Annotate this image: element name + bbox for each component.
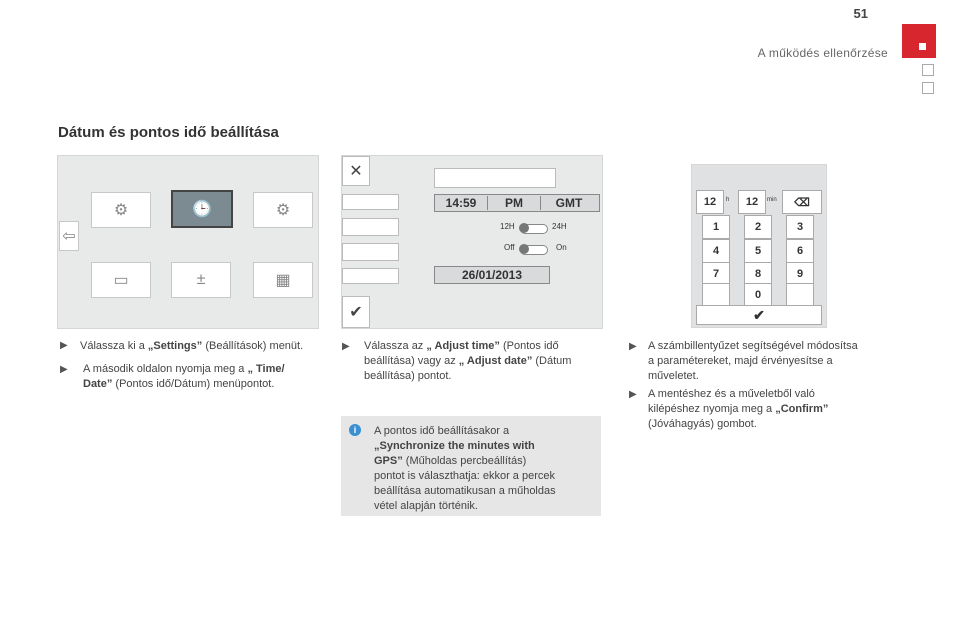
gear-icon[interactable]: ⚙ bbox=[91, 192, 151, 228]
time-date-icon[interactable]: 🕒 bbox=[171, 190, 233, 228]
backspace-icon[interactable]: ⌫ bbox=[782, 190, 822, 214]
time-bar[interactable] bbox=[434, 194, 600, 212]
step-1-text bbox=[80, 339, 320, 354]
section-title: Dátum és pontos idő beállítása bbox=[58, 124, 279, 141]
bullet-icon: ▶ bbox=[629, 389, 637, 400]
step-4-text bbox=[648, 339, 898, 384]
text: A második oldalon nyomja meg a bbox=[83, 363, 248, 375]
calculator-icon[interactable]: ± bbox=[171, 262, 231, 298]
text: kilépéshez nyomja meg a bbox=[648, 403, 776, 415]
minute-field[interactable]: 12 bbox=[738, 190, 766, 214]
text: beállítása) pontot. bbox=[364, 370, 452, 382]
info-icon: i bbox=[349, 424, 361, 436]
text: (Műholdas percbeállítás) bbox=[402, 455, 527, 467]
text-bold: „Synchronize the minutes with bbox=[374, 440, 535, 452]
hour-field[interactable]: 12 bbox=[696, 190, 724, 214]
confirm-check-icon[interactable]: ✔ bbox=[696, 305, 822, 325]
text: beállítása automatikusan a műholdas bbox=[374, 485, 556, 497]
12h-24h-toggle[interactable] bbox=[520, 224, 548, 234]
text: vétel alapján történik. bbox=[374, 500, 478, 512]
text: (Jóváhagyás) gombot. bbox=[648, 418, 757, 430]
key-0[interactable]: 0 bbox=[744, 283, 772, 307]
settings-menu-screen bbox=[57, 155, 319, 329]
on-label: On bbox=[556, 243, 567, 252]
time-date-screen bbox=[341, 155, 603, 329]
back-icon[interactable]: ⇦ bbox=[59, 221, 79, 251]
text: Válassza az bbox=[364, 340, 427, 352]
text: beállítása) vagy az bbox=[364, 355, 459, 367]
key-6[interactable]: 6 bbox=[786, 239, 814, 263]
text-bold: „ Adjust time” bbox=[426, 340, 500, 352]
close-icon[interactable]: ✕ bbox=[342, 156, 370, 186]
key-1[interactable]: 1 bbox=[702, 215, 730, 239]
ampm-value[interactable]: PM bbox=[488, 196, 541, 210]
text: pontot is választhatja: ekkor a percek bbox=[374, 470, 555, 482]
blank-button[interactable] bbox=[342, 268, 399, 284]
key-blank[interactable] bbox=[786, 283, 814, 307]
minute-unit: min bbox=[767, 197, 777, 203]
text: (Pontos idő bbox=[499, 340, 559, 352]
key-8[interactable]: 8 bbox=[744, 262, 772, 286]
text: (Beállítások) menüt. bbox=[202, 340, 304, 352]
text-bold: „Confirm” bbox=[775, 403, 829, 415]
text-bold: „Settings” bbox=[147, 340, 203, 352]
text: A számbillentyűzet segítségével módosítsa bbox=[648, 340, 858, 352]
text: a paramétereket, majd érvényesítse a bbox=[648, 355, 833, 367]
bullet-icon: ▶ bbox=[60, 340, 68, 351]
page-number: 51 bbox=[853, 6, 868, 21]
tab-square-icon bbox=[919, 43, 926, 50]
confirm-check-icon[interactable]: ✔ bbox=[342, 296, 370, 328]
key-blank[interactable] bbox=[702, 283, 730, 307]
network-gear-icon[interactable]: ⚙ bbox=[253, 192, 313, 228]
info-box bbox=[341, 416, 601, 516]
gps-sync-toggle[interactable] bbox=[520, 245, 548, 255]
text-bold: „ Adjust date” bbox=[458, 355, 533, 367]
text: A mentéshez és a műveletből való bbox=[648, 388, 815, 400]
keypad-screen bbox=[691, 164, 827, 328]
blank-field[interactable] bbox=[434, 168, 556, 188]
step-2-text bbox=[83, 362, 315, 392]
bullet-icon: ▶ bbox=[342, 341, 350, 352]
bullet-icon: ▶ bbox=[629, 341, 637, 352]
text: (Dátum bbox=[532, 355, 572, 367]
step-3-text bbox=[364, 339, 604, 384]
tab-outline-icon bbox=[922, 64, 934, 76]
key-2[interactable]: 2 bbox=[744, 215, 772, 239]
text: műveletet. bbox=[648, 370, 699, 382]
text-bold: GPS” bbox=[374, 455, 403, 467]
calendar-icon[interactable]: ▦ bbox=[253, 262, 313, 298]
chapter-title: A működés ellenőrzése bbox=[757, 46, 888, 60]
info-text bbox=[374, 424, 599, 514]
hour-unit: h bbox=[726, 197, 730, 203]
text-bold: Date” bbox=[83, 378, 113, 390]
blank-button[interactable] bbox=[342, 194, 399, 210]
chapter-tab bbox=[902, 24, 936, 58]
text: (Pontos idő/Dátum) menüpontot. bbox=[112, 378, 275, 390]
tab-outline-icon bbox=[922, 82, 934, 94]
blank-button[interactable] bbox=[342, 243, 399, 261]
blank-button[interactable] bbox=[342, 218, 399, 236]
step-5-text bbox=[648, 387, 898, 432]
24h-label: 24H bbox=[552, 222, 567, 231]
bullet-icon: ▶ bbox=[60, 364, 68, 375]
display-icon[interactable]: ▭ bbox=[91, 262, 151, 298]
key-9[interactable]: 9 bbox=[786, 262, 814, 286]
text-bold: „ Time/ bbox=[247, 363, 285, 375]
key-4[interactable]: 4 bbox=[702, 239, 730, 263]
date-value[interactable]: 26/01/2013 bbox=[434, 266, 550, 284]
time-value[interactable]: 14:59 bbox=[435, 196, 488, 210]
key-3[interactable]: 3 bbox=[786, 215, 814, 239]
gmt-value[interactable]: GMT bbox=[555, 196, 583, 210]
key-7[interactable]: 7 bbox=[702, 262, 730, 286]
off-label: Off bbox=[504, 243, 515, 252]
key-5[interactable]: 5 bbox=[744, 239, 772, 263]
text: Válassza ki a bbox=[80, 340, 148, 352]
text: A pontos idő beállításakor a bbox=[374, 425, 510, 437]
12h-label: 12H bbox=[500, 222, 515, 231]
